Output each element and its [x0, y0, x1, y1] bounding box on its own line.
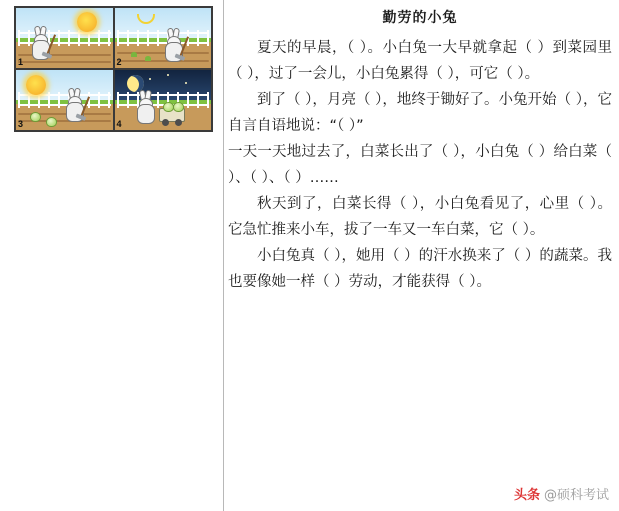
- illustration-four-panel-comic: [14, 6, 213, 132]
- cabbage: [173, 102, 184, 112]
- comic-panel-1: [15, 7, 114, 69]
- cabbage: [163, 102, 174, 112]
- sprout: [131, 52, 137, 57]
- column-divider: [223, 0, 224, 511]
- passage-paragraph-3: 一天一天地过去了，白菜长出了（ ），小白兔（ ）给白菜（ ）、（ ）、（ ）……: [228, 144, 612, 186]
- star-icon: [185, 82, 187, 84]
- passage-column: [228, 4, 612, 296]
- comic-panel-4: [114, 69, 213, 131]
- sprout: [145, 56, 151, 61]
- toutiao-logo: 头条: [513, 488, 540, 503]
- cabbage: [46, 117, 57, 127]
- comic-panel-3: [15, 69, 114, 131]
- comic-panel-2: [114, 7, 213, 69]
- sun-icon: [77, 12, 97, 32]
- sun-icon: [26, 75, 46, 95]
- star-icon: [149, 78, 151, 80]
- soil-furrow: [18, 61, 111, 63]
- passage-paragraph-1: 夏天的早晨，（ ）。小白兔一大早就拿起（ ）到菜园里（ ），过了一会儿，小白兔累得（ ），可它（ ）。: [228, 40, 612, 82]
- watermark-text: @硕科考试: [543, 488, 609, 503]
- cabbage: [30, 112, 41, 122]
- page-title: 勤劳的小兔: [382, 10, 458, 26]
- passage-paragraph-2: 到了（ ），月亮（ ），地终于锄好了。小兔开始（ ），它自言自语地说：“（ ）”: [228, 92, 612, 134]
- panel-number: 2: [116, 57, 122, 67]
- panel-number: 1: [18, 57, 24, 67]
- bunny-character: [135, 94, 155, 124]
- passage-paragraph-4: 秋天到了，白菜长得（ ），小白兔看见了，心里（ ）。它急忙推来小车，拔了一车又一车白菜，它（ ）。: [228, 196, 612, 238]
- panel-number: 3: [18, 119, 24, 129]
- passage-paragraph-5: 小白兔真（ ），她用（ ）的汗水换来了（ ）的蔬菜。我也要像她一样（ ）劳动，才能获得（ ）。: [228, 248, 612, 290]
- star-icon: [167, 74, 169, 76]
- panel-number: 4: [116, 119, 122, 129]
- watermark: [514, 484, 609, 503]
